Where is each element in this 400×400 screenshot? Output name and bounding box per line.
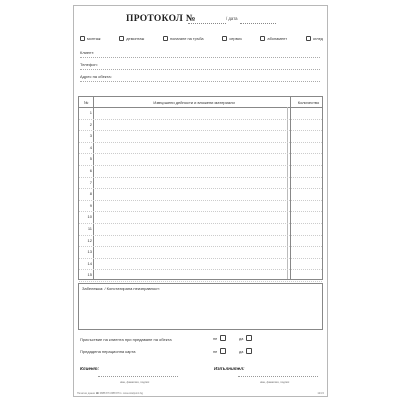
protocol-form xyxy=(73,5,328,397)
yes-label: да xyxy=(239,350,244,354)
row-number: 2 xyxy=(89,121,92,127)
footer xyxy=(77,392,324,395)
client-signature-label: Клиент: xyxy=(80,366,100,371)
option-label: абонамент xyxy=(267,36,288,41)
option-uninstall[interactable] xyxy=(119,34,144,43)
form-code: 123-5 xyxy=(317,392,324,395)
executor-signature-label: Изпълнител: xyxy=(214,366,245,371)
address-field[interactable] xyxy=(80,74,320,82)
row-number: 8 xyxy=(89,191,92,197)
row-number: 5 xyxy=(89,156,92,162)
option-label: монтаж xyxy=(87,36,101,41)
address-label: Адрес на обекта: xyxy=(80,74,112,79)
option-pipe[interactable] xyxy=(163,34,204,43)
row-number: 4 xyxy=(89,144,92,150)
yes-checkbox[interactable] xyxy=(246,348,252,354)
row-number: 10 xyxy=(87,214,92,220)
no-label: не xyxy=(213,350,218,354)
activities-table xyxy=(78,96,323,280)
col-actions-header: Извършени дейности и вложени материали xyxy=(153,99,235,105)
address-line xyxy=(80,81,320,82)
question-client-present: Присъствие на клиента при предаване на обекта xyxy=(80,337,172,342)
protocol-number-field[interactable] xyxy=(188,23,226,24)
checkbox[interactable] xyxy=(80,36,85,41)
service-type-options xyxy=(80,34,323,43)
client-signature-field[interactable] xyxy=(98,376,178,377)
checkbox[interactable] xyxy=(119,36,124,41)
date-label: / дата xyxy=(226,16,238,21)
option-label: сервиз xyxy=(229,36,242,41)
no-checkbox[interactable] xyxy=(220,348,226,354)
table-row[interactable] xyxy=(79,269,322,282)
row-number: 6 xyxy=(89,168,92,173)
row-number: 1 xyxy=(89,110,92,115)
question-card-delivered: Предадена перационна карта xyxy=(80,349,136,354)
option-label: оглед xyxy=(312,36,323,41)
row-number: 13 xyxy=(87,249,92,255)
printer-info: Печатни данни ☎ 0888 874 888 874 • www.sitelpoint.bg xyxy=(77,392,143,395)
row-number: 11 xyxy=(87,226,92,231)
phone-field[interactable] xyxy=(80,62,320,70)
no-label: не xyxy=(213,337,218,341)
col-number-header: № xyxy=(83,99,89,105)
date-field[interactable] xyxy=(240,23,276,24)
col-quantity-header: Количество xyxy=(297,99,320,105)
checkbox[interactable] xyxy=(260,36,265,41)
header xyxy=(74,14,327,28)
option-label: демонтаж xyxy=(126,36,145,41)
yes-checkbox[interactable] xyxy=(246,335,252,341)
executor-signature-hint: име, фамилия, подпис xyxy=(260,380,290,384)
row-number: 15 xyxy=(87,272,92,278)
executor-signature-field[interactable] xyxy=(238,376,318,377)
option-label: полагане на тръба xyxy=(169,36,204,41)
notes-label: Забележка: / Констатирана неизправност: xyxy=(82,286,161,291)
checkbox[interactable] xyxy=(222,36,227,41)
client-label: Клиент: xyxy=(80,50,95,55)
option-inspection[interactable] xyxy=(306,34,323,43)
row-number: 9 xyxy=(89,202,92,208)
row-number: 7 xyxy=(89,179,92,185)
option-subscription[interactable] xyxy=(260,34,287,43)
no-checkbox[interactable] xyxy=(220,335,226,341)
option-service[interactable] xyxy=(222,34,241,43)
notes-box[interactable] xyxy=(78,283,323,330)
client-signature-hint: име, фамилия, подпис xyxy=(120,380,150,384)
client-line xyxy=(80,57,320,58)
row-number: 3 xyxy=(89,133,92,139)
checkbox[interactable] xyxy=(306,36,311,41)
yes-label: да xyxy=(239,337,244,341)
page-title: ПРОТОКОЛ № xyxy=(126,14,196,24)
row-number: 14 xyxy=(87,260,92,266)
option-install[interactable] xyxy=(80,34,101,43)
phone-line xyxy=(80,69,320,70)
checkbox[interactable] xyxy=(163,36,168,41)
row-number: 12 xyxy=(87,237,92,243)
phone-label: Телефон: xyxy=(80,62,98,67)
client-field[interactable] xyxy=(80,50,320,58)
